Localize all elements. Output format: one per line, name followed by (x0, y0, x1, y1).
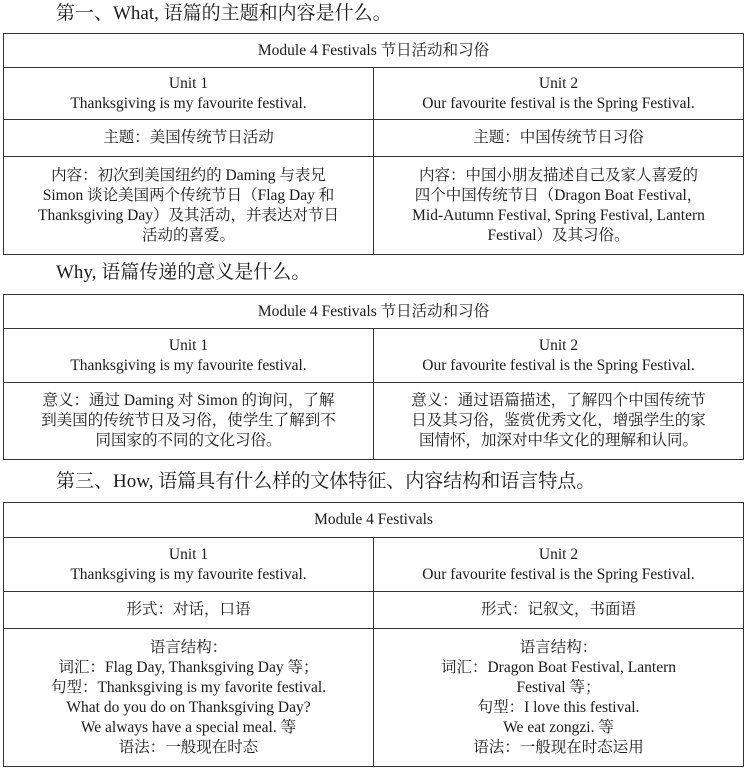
unit2-title: Unit 2 (538, 336, 579, 354)
unit1-header (4, 538, 374, 592)
content-line: 四个中国传统节日（Dragon Boat Festival， (414, 186, 703, 204)
content-line: 内容：初次到美国纽约的 Daming 与表兄 (51, 166, 326, 184)
structure-line: 语言结构： (519, 638, 598, 656)
structure-line: 语法：一般现在时态运用 (473, 738, 644, 756)
unit2-header (374, 68, 744, 120)
unit1-header (4, 329, 374, 383)
module-title: Module 4 Festivals 节日活动和习俗 (4, 295, 744, 329)
structure-line: 语法：一般现在时态 (118, 738, 259, 756)
unit2-header (374, 538, 744, 592)
unit2-structure (374, 629, 744, 767)
structure-line: What do you do on Thanksgiving Day? (66, 698, 311, 716)
unit2-subtitle: Our favourite festival is the Spring Festival. (422, 356, 695, 374)
structure-line: Festival 等； (516, 678, 601, 696)
unit1-title: Unit 1 (168, 74, 209, 92)
content-line: Thanksgiving Day）及其活动，并表达对节日 (38, 206, 339, 224)
unit2-title: Unit 2 (538, 74, 579, 92)
unit2-form: 形式：记叙文，书面语 (374, 592, 744, 629)
structure-line: 语言结构： (149, 638, 228, 656)
unit2-content (374, 157, 744, 255)
module-title: Module 4 Festivals (4, 503, 744, 538)
what-table (3, 33, 744, 255)
unit1-form: 形式：对话，口语 (4, 592, 374, 629)
structure-line: We eat zongzi. 等 (503, 718, 614, 736)
unit1-title: Unit 1 (168, 545, 209, 563)
unit2-header (374, 329, 744, 383)
structure-line: 句型：I love this festival. (477, 698, 640, 716)
unit1-content (4, 157, 374, 255)
unit2-theme: 主题：中国传统节日习俗 (374, 120, 744, 157)
unit2-subtitle: Our favourite festival is the Spring Festival. (422, 565, 695, 583)
content-line: Simon 谈论美国两个传统节日（Flag Day 和 (42, 186, 335, 204)
unit1-title: Unit 1 (168, 336, 209, 354)
unit2-title: Unit 2 (538, 545, 579, 563)
section-how-heading: 第三、How, 语篇具有什么样的文体特征、内容结构和语言特点。 (56, 471, 596, 492)
meaning-line: 意义：通过语篇描述，了解四个中国传统节 (411, 392, 706, 409)
module-title: Module 4 Festivals 节日活动和习俗 (4, 34, 744, 68)
unit1-subtitle: Thanksgiving is my favourite festival. (70, 94, 307, 112)
unit1-subtitle: Thanksgiving is my favourite festival. (70, 565, 307, 583)
unit1-structure (4, 629, 374, 767)
structure-line: 句型：Thanksgiving is my favorite festival. (50, 678, 327, 696)
structure-line: We always have a special meal. 等 (80, 718, 297, 736)
unit2-subtitle: Our favourite festival is the Spring Festival. (422, 94, 695, 112)
structure-line: 词汇：Dragon Boat Festival, Lantern (440, 658, 677, 676)
how-table (3, 502, 744, 767)
section-why-heading: Why, 语篇传递的意义是什么。 (56, 262, 311, 283)
unit1-theme: 主题：美国传统节日活动 (4, 120, 374, 157)
meaning-line: 意义：通过 Daming 对 Simon 的询问，了解 (42, 392, 335, 409)
structure-line: 词汇：Flag Day, Thanksgiving Day 等； (58, 658, 319, 676)
unit2-meaning (374, 383, 744, 460)
content-line: Festival）及其习俗。 (487, 226, 630, 244)
meaning-line: 国情怀，加深对中华文化的理解和认同。 (418, 432, 698, 449)
content-line: 内容：中国小朋友描述自己及家人喜爱的 (418, 166, 698, 184)
meaning-line: 同国家的不同的文化习俗。 (95, 432, 282, 449)
meaning-line: 日及其习俗，鉴赏优秀文化，增强学生的家 (411, 412, 706, 429)
unit1-header (4, 68, 374, 120)
why-table (3, 294, 744, 460)
content-line: 活动的喜爱。 (141, 226, 235, 244)
meaning-line: 到美国的传统节日及习俗，使学生了解到不 (41, 412, 336, 429)
section-what-heading: 第一、What, 语篇的主题和内容是什么。 (56, 3, 392, 24)
unit1-meaning (4, 383, 374, 460)
content-line: Mid-Autumn Festival, Spring Festival, Lantern (412, 206, 705, 224)
unit1-subtitle: Thanksgiving is my favourite festival. (70, 356, 307, 374)
